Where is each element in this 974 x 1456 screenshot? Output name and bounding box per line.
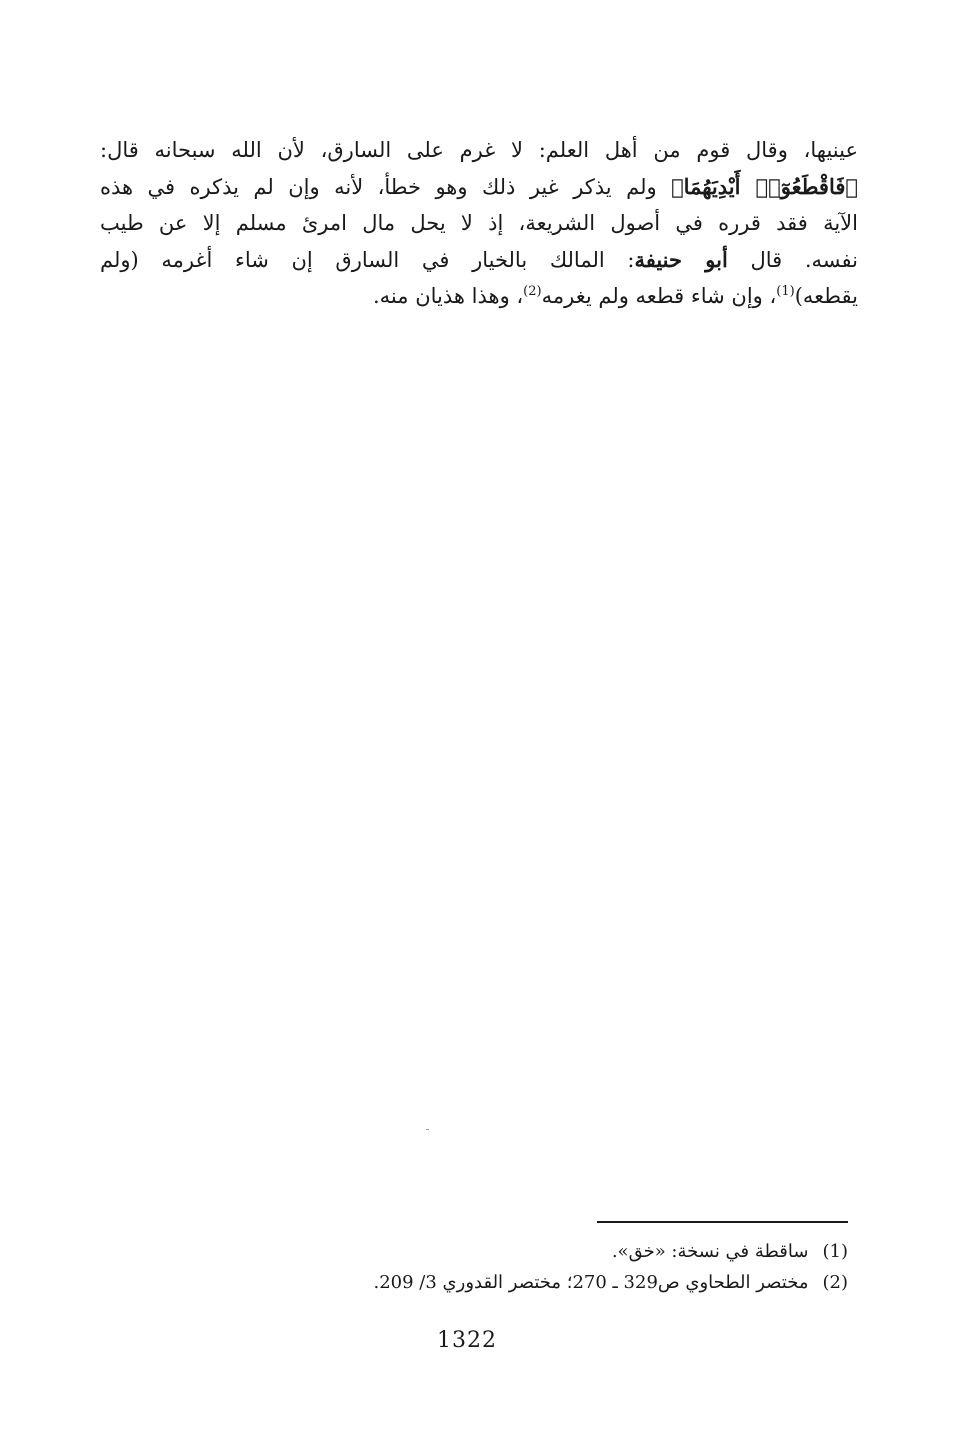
text-line-1: عينيها، وقال قوم من أهل العلم: لا غرم على السارق، لأن الله سبحانه قال:: [100, 138, 858, 162]
quran-verse: ﴿فَاقْطَعُوٓا۟ أَيْدِيَهُمَا﴾: [671, 173, 858, 199]
footnote-2-number: (2): [822, 1272, 848, 1293]
footnote-1-text: ساقطة في نسخة: «خق».: [611, 1241, 809, 1262]
footnote-2: [250, 1267, 848, 1298]
text-line-4-start: نفسه. قال: [727, 247, 858, 272]
text-line-3: الآية فقد قرره في أصول الشريعة، إذ لا يحل مال امرئ مسلم إلا عن طيب: [100, 211, 858, 235]
text-line-4: [100, 242, 858, 279]
scholar-name: أبو حنيفة: [634, 246, 728, 272]
footnote-ref-1[interactable]: (1): [776, 284, 795, 299]
page-number: 1322: [437, 1328, 497, 1353]
text-line-4-rest: : المالك بالخيار في السارق إن شاء أغرمه (ولم: [100, 247, 635, 272]
footnotes: [250, 1236, 848, 1298]
footnote-divider: [597, 1221, 848, 1223]
text-line-5: [100, 278, 858, 315]
scan-speck: [426, 1129, 429, 1130]
footnote-1-number: (1): [822, 1241, 848, 1262]
text-line-5-start: يقطعه): [794, 284, 858, 308]
text-line-5-end: ، وهذا هذيان منه.: [373, 284, 524, 308]
footnote-2-text: مختصر الطحاوي ص329 ـ 270؛ مختصر القدوري 3/ 209.: [373, 1272, 809, 1293]
text-line-2-rest: ولم يذكر غير ذلك وهو خطأ، لأنه وإن لم يذكره في هذه: [100, 174, 672, 199]
footnote-ref-2[interactable]: (2): [523, 284, 542, 299]
main-text: [100, 132, 858, 315]
text-line-2: [100, 169, 858, 206]
footnote-1: [250, 1236, 848, 1267]
text-line-5-middle: ، وإن شاء قطعه ولم يغرمه: [541, 284, 777, 308]
